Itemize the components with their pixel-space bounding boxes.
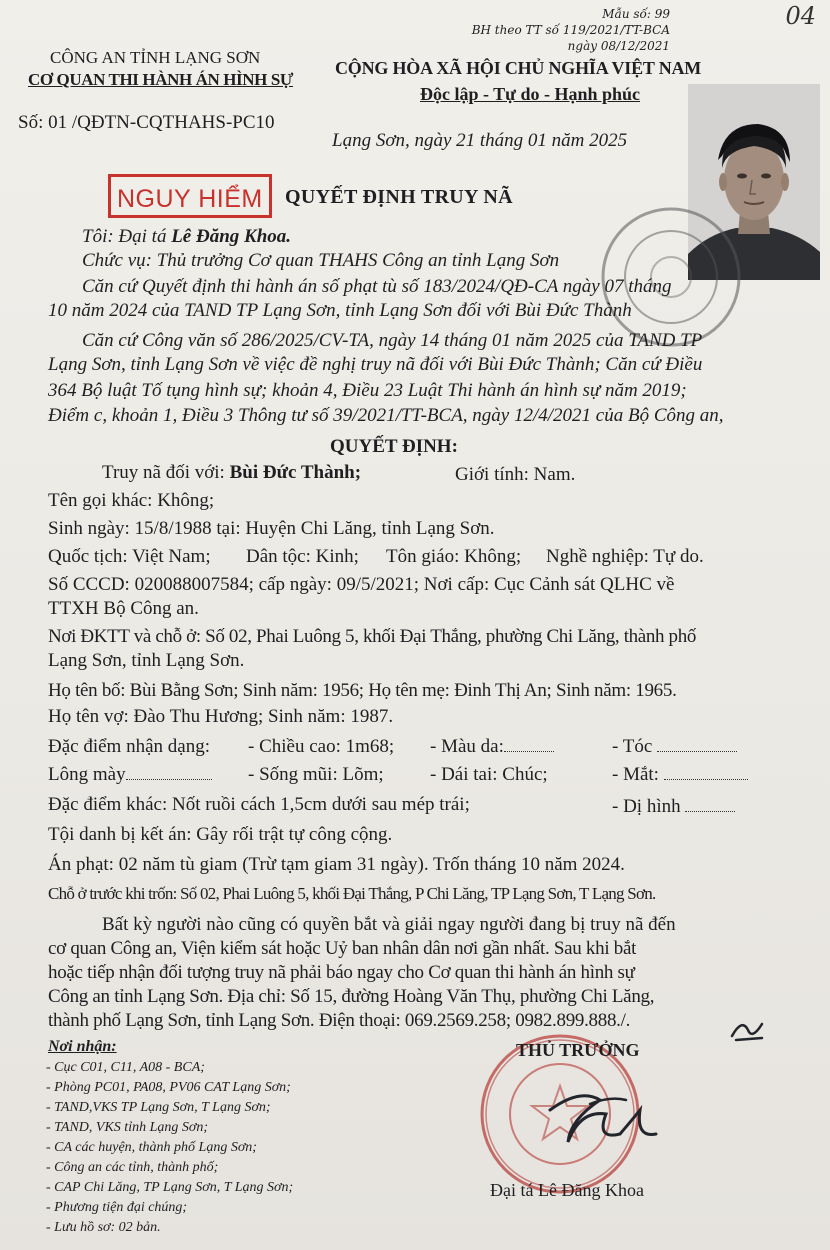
id-card-line2: TTXH Bộ Công an. bbox=[48, 598, 199, 619]
nose: - Sống mũi: Lõm; bbox=[248, 764, 384, 785]
motto: Độc lập - Tự do - Hạnh phúc bbox=[420, 84, 641, 104]
danger-badge: NGUY HIỂM bbox=[108, 174, 272, 218]
nation-title: CỘNG HÒA XÃ HỘI CHỦ NGHĨA VIỆT NAM bbox=[335, 58, 702, 78]
recipient-item: - TAND,VKS TP Lạng Sơn, T Lạng Sơn; bbox=[46, 1100, 271, 1115]
recipient-item: - CAP Chi Lăng, TP Lạng Sơn, T Lạng Sơn; bbox=[46, 1180, 294, 1195]
other-features: Đặc điểm khác: Nốt ruồi cách 1,5cm dưới sau mép trái; bbox=[48, 794, 470, 815]
notice-line2: cơ quan Công an, Viện kiểm sát hoặc Uỷ ban nhân dân nơi gần nhất. Sau khi bắt bbox=[48, 938, 637, 959]
occupation: Nghề nghiệp: Tự do. bbox=[546, 546, 704, 567]
document-title: QUYẾT ĐỊNH TRUY NÃ bbox=[285, 186, 513, 208]
basis2-line4: Điểm c, khoản 1, Điều 3 Thông tư số 39/2021/TT-BCA, ngày 12/4/2021 của Bộ Công an, bbox=[48, 405, 724, 426]
residence-line1: Nơi ĐKTT và chỗ ở: Số 02, Phai Luông 5, khối Đại Thắng, phường Chi Lăng, thành phố bbox=[48, 626, 697, 647]
wanted-name: Bùi Đức Thành; bbox=[229, 462, 362, 483]
eyebrows-label: Lông mày bbox=[48, 764, 126, 785]
eyebrows bbox=[48, 764, 212, 786]
position-line: Chức vụ: Thủ trưởng Cơ quan THAHS Công an tỉnh Lạng Sơn bbox=[82, 250, 560, 271]
signature-icon bbox=[540, 1080, 670, 1160]
recipient-item: - TAND, VKS tỉnh Lạng Sơn; bbox=[46, 1120, 208, 1135]
issuer-line bbox=[82, 226, 291, 248]
height: - Chiều cao: 1m68; bbox=[248, 736, 395, 757]
notice-line1: Bất kỳ người nào cũng có quyền bắt và giải ngay người đang bị truy nã đến bbox=[102, 914, 676, 935]
form-number: Mẫu số: 99 bbox=[602, 7, 670, 21]
agency-parent: CÔNG AN TỈNH LẠNG SƠN bbox=[50, 48, 261, 67]
wanted-line bbox=[102, 462, 361, 484]
deformity-blank bbox=[685, 797, 735, 812]
form-reference bbox=[472, 6, 670, 54]
form-date: ngày 08/12/2021 bbox=[567, 39, 670, 53]
signatory-name: Đại tá Lê Đăng Khoa bbox=[490, 1180, 644, 1200]
ears: - Dái tai: Chúc; bbox=[430, 764, 548, 785]
basis2-line3: 364 Bộ luật Tố tụng hình sự; khoản 4, Điều 23 Luật Thi hành án hình sự năm 2019; bbox=[48, 380, 687, 401]
doc-number: Số: 01 /QĐTN-CQTHAHS-PC10 bbox=[18, 112, 275, 133]
skin-label: - Màu da: bbox=[430, 736, 504, 757]
eyebrows-blank bbox=[126, 765, 212, 780]
alias: Tên gọi khác: Không; bbox=[48, 490, 215, 511]
notice-line4: Công an tỉnh Lạng Sơn. Địa chỉ: Số 15, đường Hoàng Văn Thụ, phường Chi Lăng, bbox=[48, 986, 655, 1007]
issuer-prefix: Tôi: Đại tá bbox=[82, 226, 172, 247]
date-line: Lạng Sơn, ngày 21 tháng 01 năm 2025 bbox=[332, 130, 628, 151]
notice-line5: thành phố Lạng Sơn, tỉnh Lạng Sơn. Điện thoại: 069.2569.258; 0982.899.888./. bbox=[48, 1010, 631, 1031]
recipient-item: - Phòng PC01, PA08, PV06 CAT Lạng Sơn; bbox=[46, 1080, 291, 1095]
recipient-item: - Công an các tỉnh, thành phố; bbox=[46, 1160, 219, 1175]
recipients-title: Nơi nhận: bbox=[48, 1038, 117, 1055]
basis1-line2: 10 năm 2024 của TAND TP Lạng Sơn, tỉnh Lạng Sơn đối với Bùi Đức Thành bbox=[48, 300, 632, 321]
agency-name: CƠ QUAN THI HÀNH ÁN HÌNH SỰ bbox=[28, 70, 294, 89]
birth-info: Sinh ngày: 15/8/1988 tại: Huyện Chi Lăng, tỉnh Lạng Sơn. bbox=[48, 518, 495, 539]
basis2-line2: Lạng Sơn, tỉnh Lạng Sơn về việc đề nghị truy nã đối với Bùi Đức Thành; Căn cứ Điều bbox=[48, 354, 703, 375]
residence-line2: Lạng Sơn, tỉnh Lạng Sơn. bbox=[48, 650, 245, 671]
sentence: Án phạt: 02 năm tù giam (Trừ tạm giam 31 ngày). Trốn tháng 10 năm 2024. bbox=[48, 854, 625, 875]
decision-heading: QUYẾT ĐỊNH: bbox=[330, 436, 458, 457]
recipient-item: - Cục C01, C11, A08 - BCA; bbox=[46, 1060, 205, 1075]
issuer-name: Lê Đăng Khoa. bbox=[171, 226, 292, 247]
recipient-item: - Lưu hồ sơ: 02 bản. bbox=[46, 1220, 161, 1235]
hair-label: - Tóc bbox=[612, 736, 653, 757]
wanted-prefix: Truy nã đối với: bbox=[102, 462, 230, 483]
spouse: Họ tên vợ: Đào Thu Hương; Sinh năm: 1987. bbox=[48, 706, 394, 727]
notice-line3: hoặc tiếp nhận đối tượng truy nã phải báo ngay cho Cơ quan thi hành án hình sự bbox=[48, 962, 635, 983]
basis2-line1: Căn cứ Công văn số 286/2025/CV-TA, ngày 14 tháng 01 năm 2025 của TAND TP bbox=[82, 330, 703, 351]
recipient-item: - CA các huyện, thành phố Lạng Sơn; bbox=[46, 1140, 257, 1155]
id-card-line1: Số CCCD: 020088007584; cấp ngày: 09/5/2021; Nơi cấp: Cục Cảnh sát QLHC về bbox=[48, 574, 675, 595]
deformity bbox=[612, 796, 735, 818]
hair-blank bbox=[657, 737, 737, 752]
hair bbox=[612, 736, 737, 758]
previous-residence: Chỗ ở trước khi trốn: Số 02, Phai Luông 5, khối Đại Thắng, P Chi Lăng, TP Lạng Sơn, T Lạng Sơn. bbox=[48, 884, 656, 903]
gender: Giới tính: Nam. bbox=[455, 464, 576, 485]
charge: Tội danh bị kết án: Gây rối trật tự công cộng. bbox=[48, 824, 393, 845]
skin-color bbox=[430, 736, 554, 758]
religion: Tôn giáo: Không; bbox=[386, 546, 522, 567]
skin-blank bbox=[504, 737, 554, 752]
eyes bbox=[612, 764, 748, 786]
recipient-item: - Phương tiện đại chúng; bbox=[46, 1200, 188, 1215]
ethnicity: Dân tộc: Kinh; bbox=[246, 546, 359, 567]
page-mark: 04 bbox=[785, 2, 816, 30]
initial-mark-icon bbox=[728, 1014, 768, 1046]
features-label: Đặc điểm nhận dạng: bbox=[48, 736, 210, 757]
parents: Họ tên bố: Bùi Bằng Sơn; Sinh năm: 1956; Họ tên mẹ: Đinh Thị An; Sinh năm: 1965. bbox=[48, 680, 677, 701]
form-basis: BH theo TT số 119/2021/TT-BCA bbox=[471, 23, 670, 37]
nationality: Quốc tịch: Việt Nam; bbox=[48, 546, 211, 567]
deformity-label: - Dị hình bbox=[612, 796, 681, 817]
basis1-line1: Căn cứ Quyết định thi hành án số phạt tù số 183/2024/QĐ-CA ngày 07 tháng bbox=[82, 276, 672, 297]
eyes-label: - Mắt: bbox=[612, 764, 659, 785]
eyes-blank bbox=[664, 765, 748, 780]
signatory-title: THỦ TRƯỞNG bbox=[516, 1040, 640, 1060]
